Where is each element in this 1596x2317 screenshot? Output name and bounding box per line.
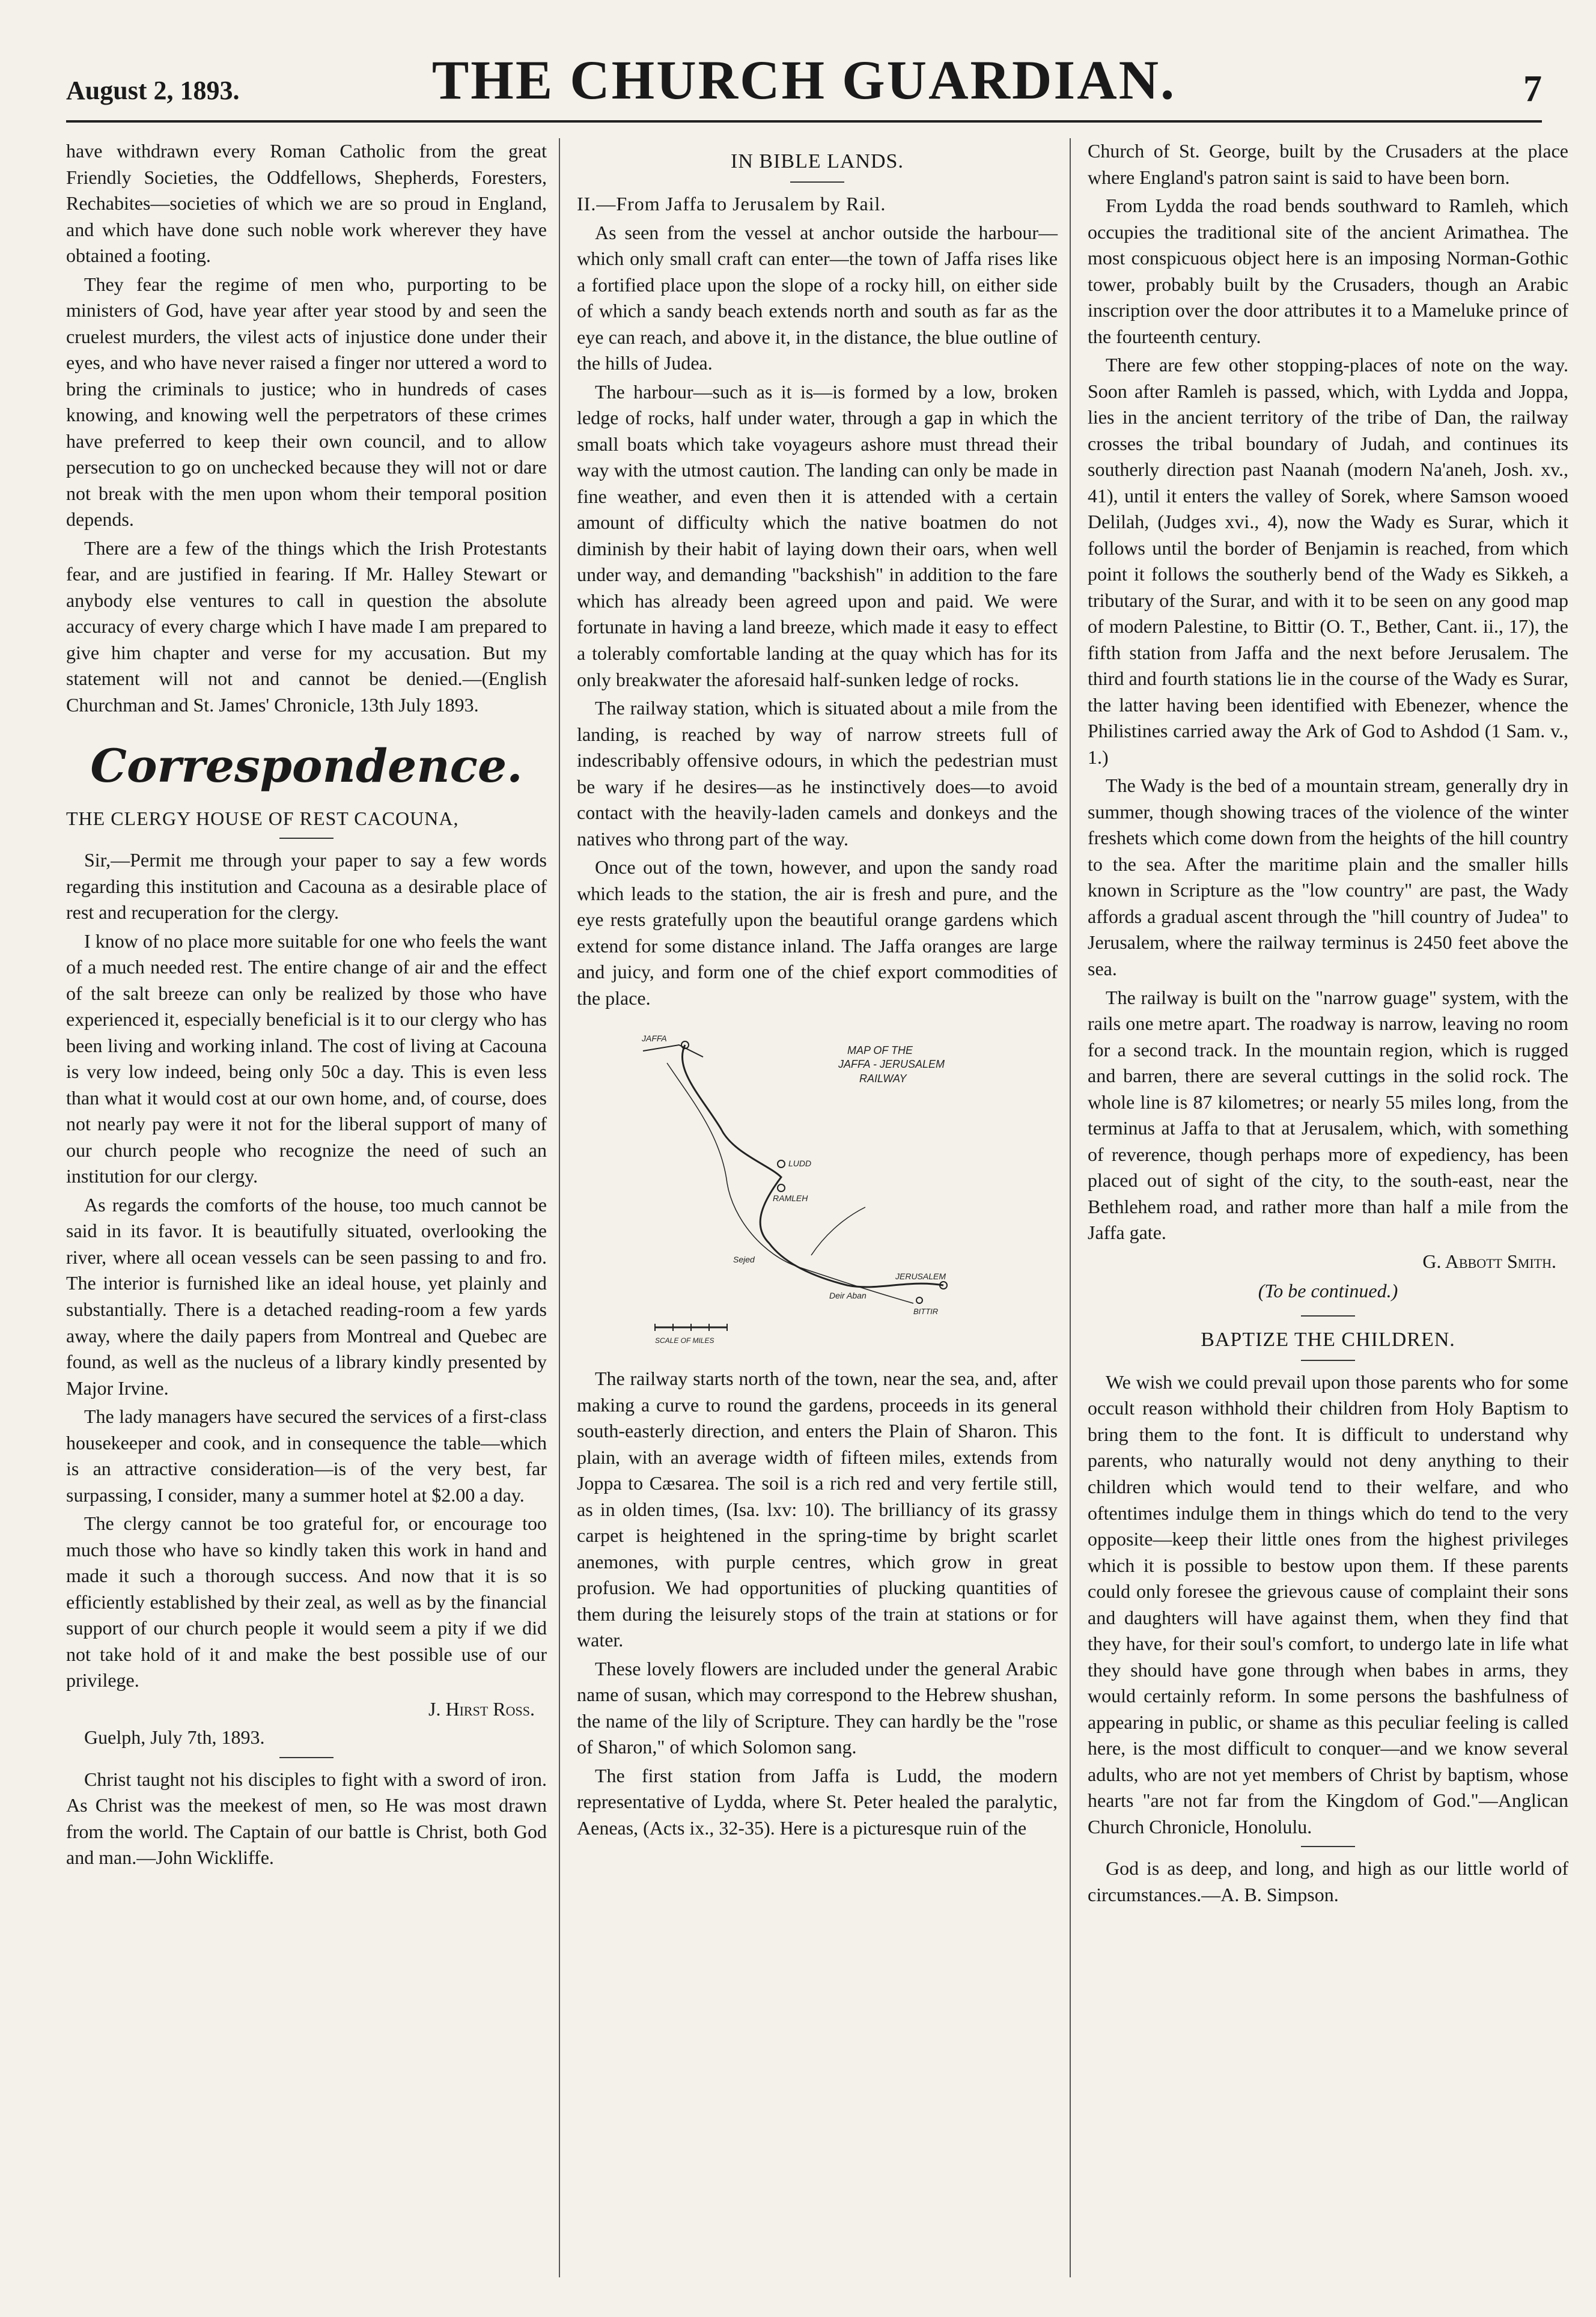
- page-number: 7: [1523, 69, 1542, 109]
- map-label-bittir: BITTIR: [913, 1307, 939, 1317]
- article-paragraph: The railway is built on the "narrow guage" system, with the rails one metre apart. The roadway is narrow, leaving no room for a second track. In the mountain region, which is rugged and barren, there are several cuttings in the solid rock. The whole line is 87 kilometres; or nearly 55 miles long, from the terminus at Jaffa to that at Jerusalem, which, with something of reverence, though perhaps more of expediency, has been placed out of sight of the city, to the south-east, near the Bethlehem road, and rather more than half a mile from the Jaffa gate.: [1088, 986, 1568, 1244]
- map-label-scale: SCALE OF MILES: [655, 1336, 714, 1345]
- section-rule: [1301, 1846, 1355, 1847]
- column-divider: [1070, 138, 1071, 2277]
- column-1: [66, 138, 547, 1874]
- article-paragraph: The railway station, which is situated about a mile from the landing, is reached by way of narrow streets full of indescribably offensive odours, in which the pedestrian must be wary if he desires—as he instinctively does—to avoid contact with the heavily-laden camels and donkeys and the natives who throng part of the way.: [577, 697, 1058, 850]
- article-paragraph: have withdrawn every Roman Catholic from the great Friendly Societies, the Oddfellows, Shepherds, Foresters, Rechabites—societies of which we are so proud in England, and which have done such noble work wherever they have obtained a footing.: [66, 140, 547, 267]
- masthead: [66, 48, 1542, 114]
- map-label-sejed: Sejed: [733, 1255, 755, 1265]
- section-rule: [279, 1757, 334, 1758]
- section-rule: [1301, 1315, 1355, 1317]
- map-tributary-line: [811, 1207, 865, 1255]
- letter-paragraph: As regards the comforts of the house, too much cannot be said in its favor. It is beautifully situated, overlooking the river, where all ocean vessels can be seen passing to and fro. The interior is furnished like an ideal house, yet plainly and substantially. There is a detached reading-room a few yards away, where the daily papers from Montreal and Quebec are found, as well as the nucleus of a library kindly presented by Major Irvine.: [66, 1193, 547, 1399]
- map-coastline: [643, 1045, 703, 1057]
- article-paragraph: We wish we could prevail upon those parents who for some occult reason withhold their children from Holy Baptism to bring them to the font. It is difficult to understand why parents, who naturally would not deny anything to their children which would tend to their welfare, and who oftentimes indulge them in things which do tend to the very opposite—keep their little ones from the highest privileges which it is possible to bestow upon them. If these parents could only foresee the grievous cause of complaint their sons and daughters will have against them, when they find that they have, for their soul's comfort, to undergo late in life what they should have gone through when babes in arms, they would certainly reform. In some persons the bashfulness of appearing in public, or shame as this peculiar feeling is called here, is the most difficult to conquer—and we know several adults, who are not yet members of Christ by baptism, whose hearts "are not far from the Kingdom of God."—Anglican Church Chronicle, Honolulu.: [1088, 1371, 1568, 1837]
- map-label-ludd: LUDD: [788, 1158, 812, 1169]
- article-paragraph: They fear the regime of men who, purporting to be ministers of God, have year after year stood by and seen the cruelest murders, the vilest acts of injustice done under their eyes, and who have never raised a finger nor uttered a word to bring the criminals to justice; who in hundreds of cases knowing, and knowing well the perpetrators of these crimes have preferred to keep their own council, and to allow persecution to go on unchecked because they will not or dare not break with the men upon whom their temporal position depends.: [66, 273, 547, 531]
- article-paragraph: The railway starts north of the town, near the sea, and, after making a curve to round the gardens, proceeds in its general south-easterly direction, and enters the Plain of Sharon. This plain, with an average width of fifteen miles, extends from Joppa to Cæsarea. The soil is a rich red and very fertile still, as in olden times, (Isa. lxv: 10). The brilliancy of its grassy carpet is heightened in the spring-time by bright scarlet anemones, with purple centres, which grow in great profusion. We had opportunities of plucking quantities of them during the leisurely stops of the train at stations or for water.: [577, 1368, 1058, 1651]
- map-title-line-3: RAILWAY: [859, 1073, 907, 1085]
- column-3: [1088, 138, 1568, 1910]
- map-station-bittir: [916, 1297, 922, 1303]
- article-paragraph: These lovely flowers are included under the general Arabic name of susan, which may correspond to the Hebrew shushan, the name of the lily of Scripture. They can hardly be the "rose of Sharon," of which Solomon sang.: [577, 1657, 1058, 1758]
- article-paragraph: Once out of the town, however, and upon the sandy road which leads to the station, the air is fresh and pure, and the eye rests gratefully upon the beautiful orange gardens which extend for some distance inland. The Jaffa oranges are large and juicy, and form one of the chief export commodities of the place.: [577, 856, 1058, 1009]
- article-paragraph: The harbour—such as it is—is formed by a low, broken ledge of rocks, half under water, through a gap in which the small boats which take voyageurs ashore must thread their way with the utmost caution. The landing can only be made in fine weather, and even then it is attended with a certain amount of difficulty which the native boatmen do not diminish by their habit of laying down their oars, when well under way, and demanding "backshish" in addition to the fare which has already been agreed upon and paid. We were fortunate in having a land breeze, which made it easy to effect a tolerably comfortable landing at the quay which has for its only breakwater the aforesaid half-sunken ledge of rocks.: [577, 380, 1058, 690]
- article-heading-baptize: BAPTIZE THE CHILDREN.: [1201, 1328, 1455, 1351]
- letter-signature: J. Hirst Ross.: [428, 1697, 535, 1720]
- to-be-continued: (To be continued.): [1258, 1280, 1398, 1302]
- map-title-line-1: MAP OF THE: [847, 1044, 913, 1057]
- article-paragraph: The Wady is the bed of a mountain stream, generally dry in summer, though showing traces of the violence of the winter freshets which come down from the heights of the hill country to the sea. After the maritime plain and the smaller hills known in Scripture as the "low country" are past, the Wady affords a gradual ascent through the "hill country of Judea" to Jerusalem, where the railway terminus is 2450 feet above the sea.: [1088, 775, 1568, 979]
- column-2: [577, 138, 1058, 1844]
- quote-paragraph: God is as deep, and long, and high as our little world of circumstances.—A. B. Simpson.: [1088, 1857, 1568, 1905]
- map-label-deir-aban: Deir Aban: [829, 1291, 867, 1301]
- map-label-jerusalem: JERUSALEM: [895, 1271, 946, 1282]
- article-paragraph: There are few other stopping-places of note on the way. Soon after Ramleh is passed, which, with Lydda and Joppa, lies in the ancient territory of the tribe of Dan, the railway crosses the tribal boundary of Judah, and continues its southerly direction past Naanah (modern Na'aneh, Josh. xv., 41), until it enters the valley of Sorek, where Samson wooed Delilah, (Judges xvi., 4), now the Wady es Surar, which it follows until the border of Benjamin is reached, from which point it follows the southerly bend of the Wady es Sikkeh, a tributary of the Surar, and with it to be seen on any good map of modern Palestine, to Bittir (O. T., Bether, Cant. ii., 17), the fifth station from Jaffa and the next before Jerusalem. The third and fourth stations lie in the course of the Wady es Surar, the latter having been identified with Ebenezer, whence the Philistines carried away the Ark of God to Ashdod (1 Sam. v., 1.): [1088, 354, 1568, 768]
- section-rule: [1301, 1360, 1355, 1361]
- article-signature: G. Abbott Smith.: [1422, 1250, 1556, 1272]
- article-paragraph: Church of St. George, built by the Crusaders at the place where England's patron saint is said to have been born.: [1088, 140, 1568, 188]
- section-rule: [279, 838, 334, 839]
- quote-paragraph: Christ taught not his disciples to fight with a sword of iron. As Christ was the meekest of men, so He was most drawn from the world. The Captain of our battle is Christ, both God and man.—John Wickliffe.: [66, 1768, 547, 1869]
- map-wady-line: [667, 1063, 913, 1303]
- map-title-line-2: JAFFA - JERUSALEM: [838, 1058, 945, 1071]
- map-station-ramleh: [778, 1184, 785, 1192]
- correspondence-heading: Correspondence.: [90, 739, 523, 793]
- railway-map: [631, 1027, 1004, 1351]
- article-subhead: II.—From Jaffa to Jerusalem by Rail.: [577, 193, 886, 215]
- letter-place-date: Guelph, July 7th, 1893.: [84, 1726, 265, 1749]
- masthead-rule: [66, 120, 1542, 123]
- map-station-ludd: [778, 1160, 785, 1168]
- column-divider: [559, 138, 560, 2277]
- map-label-jaffa: JAFFA: [642, 1034, 667, 1044]
- article-heading: IN BIBLE LANDS.: [731, 150, 904, 172]
- letter-paragraph: The clergy cannot be too grateful for, or encourage too much those who have so kindly taken this work in hand and made it such a thorough success. And now that it is so efficiently established by their zeal, as well as by the financial support of our church people it would seem a pity if we did not take hold of it and make the best possible use of our privilege.: [66, 1512, 547, 1691]
- article-paragraph: The first station from Jaffa is Ludd, the modern representative of Lydda, where St. Peter healed the paralytic, Aeneas, (Acts ix., 32-35). Here is a picturesque ruin of the: [577, 1764, 1058, 1839]
- letter-paragraph: The lady managers have secured the services of a first-class housekeeper and cook, and in consequence the table—which is an attractive consideration—is of the very best, far surpassing, I consider, many a summer hotel at $2.00 a day.: [66, 1405, 547, 1506]
- article-paragraph: From Lydda the road bends southward to Ramleh, which occupies the traditional site of the ancient Arimathea. The most conspicuous object here is an imposing Norman-Gothic tower, probably built by the Crusaders, though an Arabic inscription over the door attributes it to a Mameluke prince of the fourteenth century.: [1088, 195, 1568, 347]
- letter-title: THE CLERGY HOUSE OF REST CACOUNA,: [66, 807, 459, 829]
- newspaper-title: THE CHURCH GUARDIAN.: [431, 49, 1177, 111]
- letter-paragraph: Sir,—Permit me through your paper to say a few words regarding this institution and Cacouna as a desirable place of rest and recuperation for the clergy.: [66, 849, 547, 924]
- section-rule: [790, 181, 844, 183]
- map-label-ramleh: RAMLEH: [773, 1193, 808, 1204]
- article-paragraph: There are a few of the things which the Irish Protestants fear, and are justified in fearing. If Mr. Halley Stewart or anybody else ventures to call in question the absolute accuracy of every charge which I have made I am prepared to give him chapter and verse for my accusation. But my statement will not and cannot be denied.—(English Churchman and St. James' Chronicle, 13th July 1893.: [66, 537, 547, 716]
- article-paragraph: As seen from the vessel at anchor outside the harbour—which only small craft can enter—the town of Jaffa rises like a fortified place upon the slope of a rocky hill, on either side of which a sandy beach extends north and south as far as the eye can reach, and above it, in the distance, the blue outline of the hills of Judea.: [577, 221, 1058, 374]
- letter-paragraph: I know of no place more suitable for one who feels the want of a much needed rest. The entire change of air and the effect of the salt breeze can only be realized by those who have experienced it, especially beneficial is it to our clergy who has been living and working inland. The cost of living at Cacouna is very low indeed, being only 50c a day. This is even less than what it would cost at our own home, and, of course, does not nearly pay were it not for the liberal support of many of our church people who recognize the need of such an institution for our clergy.: [66, 930, 547, 1187]
- issue-date: August 2, 1893.: [66, 76, 240, 105]
